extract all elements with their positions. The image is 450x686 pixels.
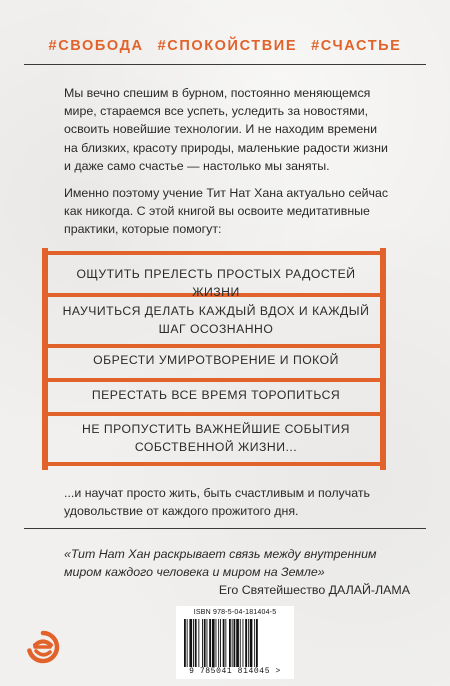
frame-line bbox=[42, 378, 386, 382]
barcode bbox=[176, 606, 294, 679]
hashtag: #СПОКОЙСТВИЕ bbox=[157, 38, 298, 54]
outro-paragraph: ...и научат просто жить, быть счастливым и получать удовольствие от каждого прожитого дня. bbox=[64, 486, 370, 519]
hashtags bbox=[0, 38, 450, 54]
barcode-number: 9 785041 814045 > bbox=[189, 667, 281, 676]
benefit-item: НАУЧИТЬСЯ ДЕЛАТЬ КАЖДЫЙ ВДОХ И КАЖДЫЙ ШАГ ОСОЗНАННО bbox=[62, 304, 370, 336]
quote-attribution: Его Святейшество ДАЛАЙ-ЛАМА bbox=[218, 583, 410, 597]
benefit-item: ОБРЕСТИ УМИРОТВОРЕНИЕ И ПОКОЙ bbox=[93, 353, 339, 367]
frame-line bbox=[42, 344, 386, 348]
benefit-item: ОЩУТИТЬ ПРЕЛЕСТЬ ПРОСТЫХ РАДОСТЕЙ ЖИЗНИ bbox=[76, 267, 356, 299]
eksmo-logo-icon bbox=[26, 630, 60, 664]
frame-line bbox=[42, 251, 386, 255]
benefit-item: НЕ ПРОПУСТИТЬ ВАЖНЕЙШИЕ СОБЫТИЯ СОБСТВЕННОЙ ЖИЗНИ... bbox=[82, 422, 350, 454]
quote: «Тит Нат Хан раскрывает связь между внутренним миром каждого человека и миром на Земле» bbox=[64, 547, 377, 580]
isbn-text: ISBN 978-5-04-181404-5 bbox=[193, 609, 277, 616]
divider bbox=[24, 64, 426, 65]
benefit-item: ПЕРЕСТАТЬ ВСЕ ВРЕМЯ ТОРОПИТЬСЯ bbox=[91, 388, 341, 402]
frame-line bbox=[42, 462, 386, 466]
hashtag: #СЧАСТЬЕ bbox=[311, 38, 402, 54]
frame-line bbox=[42, 412, 386, 416]
intro-paragraph-1: Мы вечно спешим в бурном, постоянно меняющемся мире, стараемся все успеть, уследить за новостями, освоить новейшие технологии. И не находим времени на близких, красоту природы, маленькие радости жизни и даже само счастье — настолько мы заняты. bbox=[64, 86, 388, 173]
hashtag: #СВОБОДА bbox=[48, 38, 144, 54]
intro-paragraph-2: Именно поэтому учение Тит Нат Хана актуально сейчас как никогда. С этой книгой вы освоите медитативные практики, которые помогут: bbox=[64, 186, 389, 237]
divider bbox=[24, 528, 426, 529]
barcode-bars bbox=[184, 619, 286, 667]
